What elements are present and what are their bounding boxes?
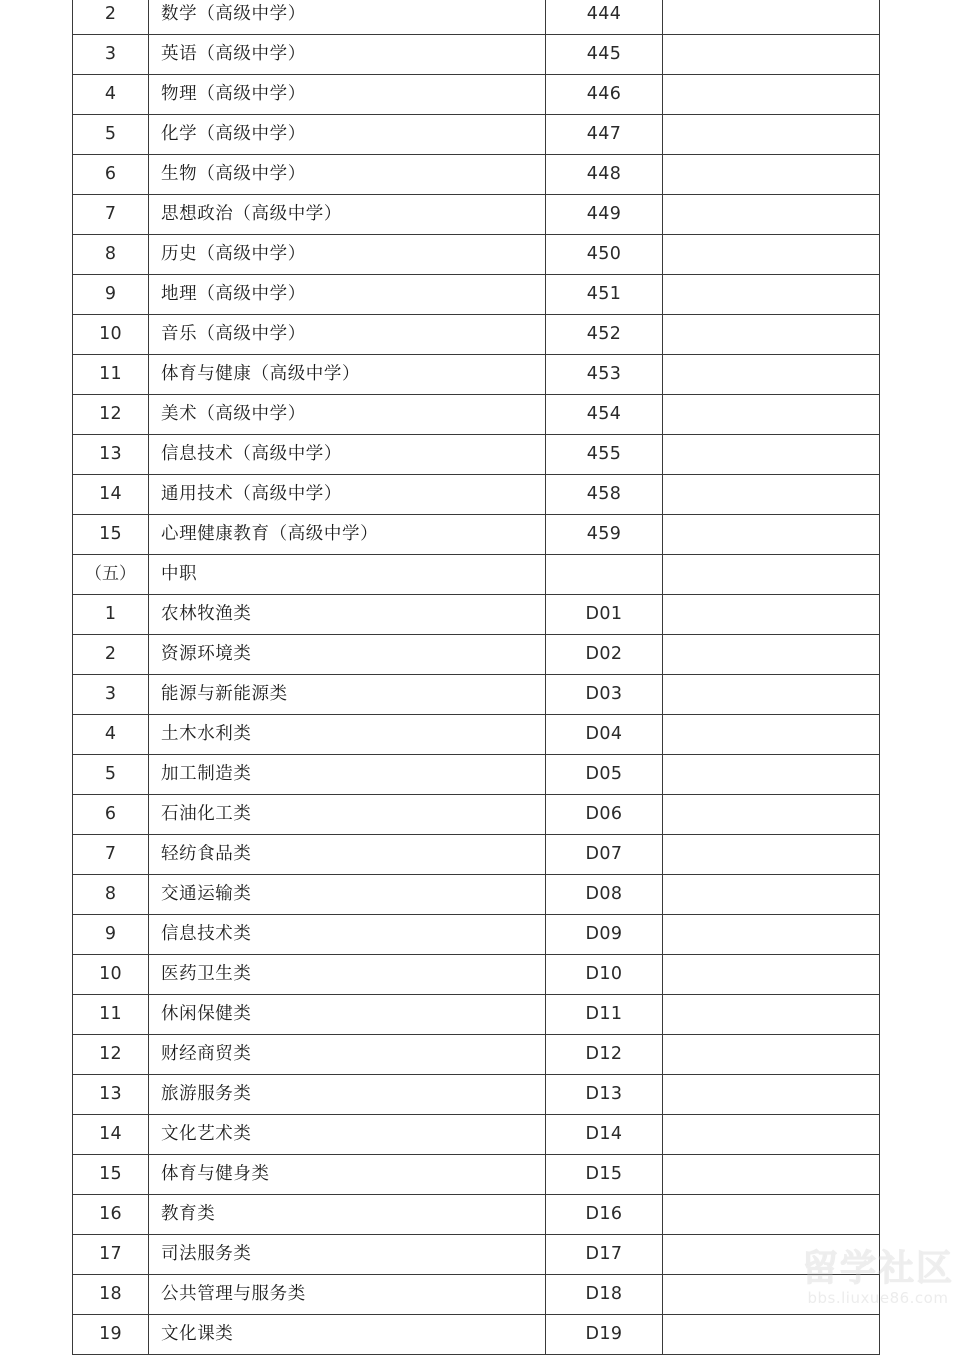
cell-subject-name: 心理健康教育（高级中学） (149, 515, 546, 555)
table-row (73, 275, 880, 315)
cell-remark (663, 1315, 880, 1355)
cell-remark (663, 995, 880, 1035)
cell-subject-name: 文化艺术类 (149, 1115, 546, 1155)
table-row (73, 435, 880, 475)
cell-subject-name: 思想政治（高级中学） (149, 195, 546, 235)
cell-subject-code (546, 555, 663, 595)
cell-remark (663, 555, 880, 595)
table-row-section-header (73, 555, 880, 595)
cell-subject-code: D11 (546, 995, 663, 1035)
cell-sequence: 11 (73, 995, 149, 1035)
table-row (73, 155, 880, 195)
cell-subject-code: 445 (546, 35, 663, 75)
cell-sequence: 11 (73, 355, 149, 395)
cell-subject-name: 物理（高级中学） (149, 75, 546, 115)
cell-subject-code: D14 (546, 1115, 663, 1155)
table-row (73, 795, 880, 835)
cell-subject-code: D18 (546, 1275, 663, 1315)
cell-subject-code: 449 (546, 195, 663, 235)
cell-sequence: 9 (73, 915, 149, 955)
cell-remark (663, 1075, 880, 1115)
cell-remark (663, 75, 880, 115)
cell-subject-name: 信息技术（高级中学） (149, 435, 546, 475)
table-row (73, 675, 880, 715)
cell-subject-code: D08 (546, 875, 663, 915)
cell-subject-code: 454 (546, 395, 663, 435)
cell-subject-code: 444 (546, 0, 663, 35)
table-row (73, 635, 880, 675)
cell-subject-code: 450 (546, 235, 663, 275)
cell-subject-code: D13 (546, 1075, 663, 1115)
cell-sequence: 12 (73, 395, 149, 435)
cell-sequence: 14 (73, 1115, 149, 1155)
cell-remark (663, 315, 880, 355)
cell-sequence: 13 (73, 435, 149, 475)
cell-subject-code: 447 (546, 115, 663, 155)
cell-subject-code: D15 (546, 1155, 663, 1195)
cell-sequence: 7 (73, 835, 149, 875)
table-row (73, 1235, 880, 1275)
cell-subject-code: D05 (546, 755, 663, 795)
cell-subject-code: 458 (546, 475, 663, 515)
cell-sequence: 3 (73, 35, 149, 75)
cell-remark (663, 675, 880, 715)
table-body (73, 0, 880, 1355)
table-row (73, 515, 880, 555)
table-row (73, 75, 880, 115)
cell-subject-name: 资源环境类 (149, 635, 546, 675)
cell-subject-code: 446 (546, 75, 663, 115)
cell-sequence: 10 (73, 955, 149, 995)
cell-remark (663, 835, 880, 875)
cell-remark (663, 955, 880, 995)
cell-subject-name: 石油化工类 (149, 795, 546, 835)
table-row (73, 235, 880, 275)
cell-sequence: 16 (73, 1195, 149, 1235)
cell-remark (663, 155, 880, 195)
cell-subject-code: 451 (546, 275, 663, 315)
cell-remark (663, 275, 880, 315)
watermark-url: bbs.liuxue86.com (807, 1289, 949, 1307)
cell-subject-name: 体育与健身类 (149, 1155, 546, 1195)
table-row (73, 875, 880, 915)
cell-remark (663, 395, 880, 435)
cell-remark (663, 515, 880, 555)
table-row (73, 35, 880, 75)
cell-sequence: 15 (73, 515, 149, 555)
cell-subject-name: 生物（高级中学） (149, 155, 546, 195)
cell-subject-name: 财经商贸类 (149, 1035, 546, 1075)
cell-remark (663, 235, 880, 275)
table-row (73, 1195, 880, 1235)
cell-sequence: 5 (73, 755, 149, 795)
table-row (73, 1155, 880, 1195)
table-row (73, 595, 880, 635)
cell-remark (663, 1115, 880, 1155)
cell-sequence: （五） (73, 555, 149, 595)
cell-sequence: 2 (73, 635, 149, 675)
cell-subject-name: 土木水利类 (149, 715, 546, 755)
cell-sequence: 8 (73, 875, 149, 915)
cell-remark (663, 715, 880, 755)
cell-sequence: 6 (73, 155, 149, 195)
cell-sequence: 12 (73, 1035, 149, 1075)
cell-remark (663, 875, 880, 915)
table-row (73, 715, 880, 755)
cell-sequence: 4 (73, 715, 149, 755)
cell-subject-code: 448 (546, 155, 663, 195)
table-row (73, 915, 880, 955)
table-row (73, 315, 880, 355)
cell-sequence: 10 (73, 315, 149, 355)
cell-sequence: 18 (73, 1275, 149, 1315)
cell-subject-name: 地理（高级中学） (149, 275, 546, 315)
table-row (73, 1115, 880, 1155)
cell-remark (663, 435, 880, 475)
watermark-title: 留学社区 (801, 1248, 954, 1289)
cell-subject-code: 452 (546, 315, 663, 355)
cell-subject-code: D09 (546, 915, 663, 955)
table-row (73, 115, 880, 155)
subject-code-table (72, 0, 880, 1355)
cell-subject-code: D04 (546, 715, 663, 755)
cell-subject-name: 司法服务类 (149, 1235, 546, 1275)
cell-remark (663, 755, 880, 795)
cell-subject-code: D07 (546, 835, 663, 875)
cell-sequence: 9 (73, 275, 149, 315)
cell-subject-code: D12 (546, 1035, 663, 1075)
cell-subject-name: 农林牧渔类 (149, 595, 546, 635)
cell-sequence: 4 (73, 75, 149, 115)
table-row (73, 755, 880, 795)
cell-subject-code: D03 (546, 675, 663, 715)
cell-sequence: 7 (73, 195, 149, 235)
cell-remark (663, 115, 880, 155)
cell-remark (663, 355, 880, 395)
table-row (73, 355, 880, 395)
cell-subject-code: 455 (546, 435, 663, 475)
cell-subject-code: D06 (546, 795, 663, 835)
cell-subject-name: 中职 (149, 555, 546, 595)
cell-subject-name: 数学（高级中学） (149, 0, 546, 35)
cell-subject-name: 轻纺食品类 (149, 835, 546, 875)
cell-sequence: 6 (73, 795, 149, 835)
cell-remark (663, 0, 880, 35)
cell-subject-name: 旅游服务类 (149, 1075, 546, 1115)
cell-subject-name: 医药卫生类 (149, 955, 546, 995)
cell-subject-name: 历史（高级中学） (149, 235, 546, 275)
table-row (73, 395, 880, 435)
cell-remark (663, 35, 880, 75)
cell-sequence: 3 (73, 675, 149, 715)
cell-subject-name: 信息技术类 (149, 915, 546, 955)
cell-subject-name: 音乐（高级中学） (149, 315, 546, 355)
cell-remark (663, 1035, 880, 1075)
cell-subject-name: 体育与健康（高级中学） (149, 355, 546, 395)
table-row (73, 1035, 880, 1075)
cell-subject-code: D10 (546, 955, 663, 995)
cell-remark (663, 635, 880, 675)
cell-remark (663, 195, 880, 235)
cell-subject-code: 459 (546, 515, 663, 555)
cell-subject-code: D01 (546, 595, 663, 635)
cell-remark (663, 595, 880, 635)
table-row (73, 475, 880, 515)
cell-subject-name: 能源与新能源类 (149, 675, 546, 715)
cell-remark (663, 1195, 880, 1235)
cell-sequence: 17 (73, 1235, 149, 1275)
cell-subject-code: D02 (546, 635, 663, 675)
cell-subject-name: 英语（高级中学） (149, 35, 546, 75)
table-row (73, 1075, 880, 1115)
cell-subject-code: D17 (546, 1235, 663, 1275)
table-row (73, 1315, 880, 1355)
table-row (73, 995, 880, 1035)
cell-remark (663, 1155, 880, 1195)
cell-sequence: 19 (73, 1315, 149, 1355)
cell-subject-name: 休闲保健类 (149, 995, 546, 1035)
cell-subject-name: 化学（高级中学） (149, 115, 546, 155)
table-row (73, 1275, 880, 1315)
table-row (73, 955, 880, 995)
cell-subject-code: D16 (546, 1195, 663, 1235)
cell-sequence: 14 (73, 475, 149, 515)
table-row (73, 0, 880, 35)
cell-subject-name: 公共管理与服务类 (149, 1275, 546, 1315)
cell-subject-code: 453 (546, 355, 663, 395)
cell-remark (663, 1275, 880, 1315)
cell-subject-name: 美术（高级中学） (149, 395, 546, 435)
cell-sequence: 5 (73, 115, 149, 155)
cell-sequence: 15 (73, 1155, 149, 1195)
cell-remark (663, 795, 880, 835)
cell-sequence: 1 (73, 595, 149, 635)
cell-remark (663, 915, 880, 955)
table-row (73, 835, 880, 875)
cell-sequence: 8 (73, 235, 149, 275)
cell-subject-name: 通用技术（高级中学） (149, 475, 546, 515)
cell-subject-name: 教育类 (149, 1195, 546, 1235)
cell-subject-name: 交通运输类 (149, 875, 546, 915)
table-row (73, 195, 880, 235)
cell-sequence: 13 (73, 1075, 149, 1115)
cell-remark (663, 475, 880, 515)
cell-subject-name: 加工制造类 (149, 755, 546, 795)
cell-remark (663, 1235, 880, 1275)
cell-subject-code: D19 (546, 1315, 663, 1355)
cell-subject-name: 文化课类 (149, 1315, 546, 1355)
cell-sequence: 2 (73, 0, 149, 35)
